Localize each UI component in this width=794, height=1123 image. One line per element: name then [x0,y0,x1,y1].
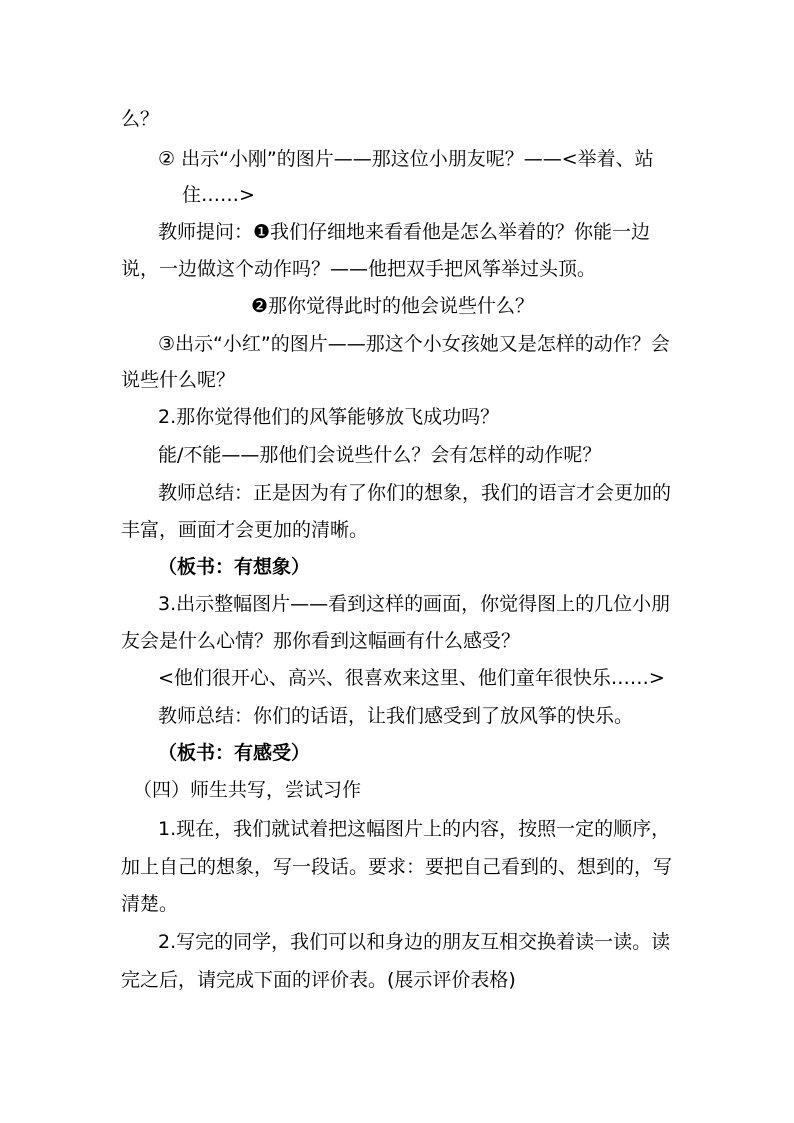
text-line-5: 说，一边做这个动作吗？——他把双手把风筝举过头顶。 [121,258,597,280]
text-line-10: 能/不能——那他们会说些什么？会有怎样的动作呢？ [158,444,602,466]
text-line-20: 1.现在，我们就试着把这幅图片上的内容，按照一定的顺序， [158,818,671,840]
text-line-3: 住……> [182,184,255,206]
text-line-21: 加上自己的想象，写一段话。要求：要把自己看到的、想到的，写 [121,856,673,878]
text-line-4: 教师提问：❶我们仔细地来看看他是怎么举着的？你能一边 [158,221,651,243]
text-line-14: 3.出示整幅图片——看到这样的画面，你觉得图上的几位小朋 [158,593,671,615]
text-line-9: 2.那你觉得他们的风筝能够放飞成功吗？ [158,406,500,428]
section-heading-four: （四）师生共写，尝试习作 [133,779,362,801]
text-line-15: 友会是什么心情？那你看到这幅画有什么感受？ [121,630,521,652]
text-line-8: 说些什么呢？ [121,369,236,391]
text-line-6: ❷那你觉得此时的他会说些什么？ [251,295,535,317]
blackboard-note-feeling: （板书：有感受） [158,742,311,764]
blackboard-note-imagination: （板书：有想象） [158,556,311,578]
text-line-11: 教师总结：正是因为有了你们的想象，我们的语言才会更加的 [158,482,672,504]
text-line-7: ③出示“小红”的图片——那这个小女孩她又是怎样的动作？会 [158,333,670,355]
text-line-24: 完之后，请完成下面的评价表。(展示评价表格) [121,969,516,991]
text-line-12: 丰富，画面才会更加的清晰。 [121,519,369,541]
text-line-22: 清楚。 [121,893,179,915]
text-line-17: 教师总结：你们的话语，让我们感受到了放风筝的快乐。 [158,705,634,727]
text-line-2: ② 出示“小刚”的图片——那这位小朋友呢？——<举着、站 [158,148,654,170]
text-line-23: 2.写完的同学，我们可以和身边的朋友互相交换着读一读。读 [158,931,671,953]
text-line-16: <他们很开心、高兴、很喜欢来这里、他们童年很快乐……> [158,667,665,689]
text-line-1: 么？ [121,108,160,130]
